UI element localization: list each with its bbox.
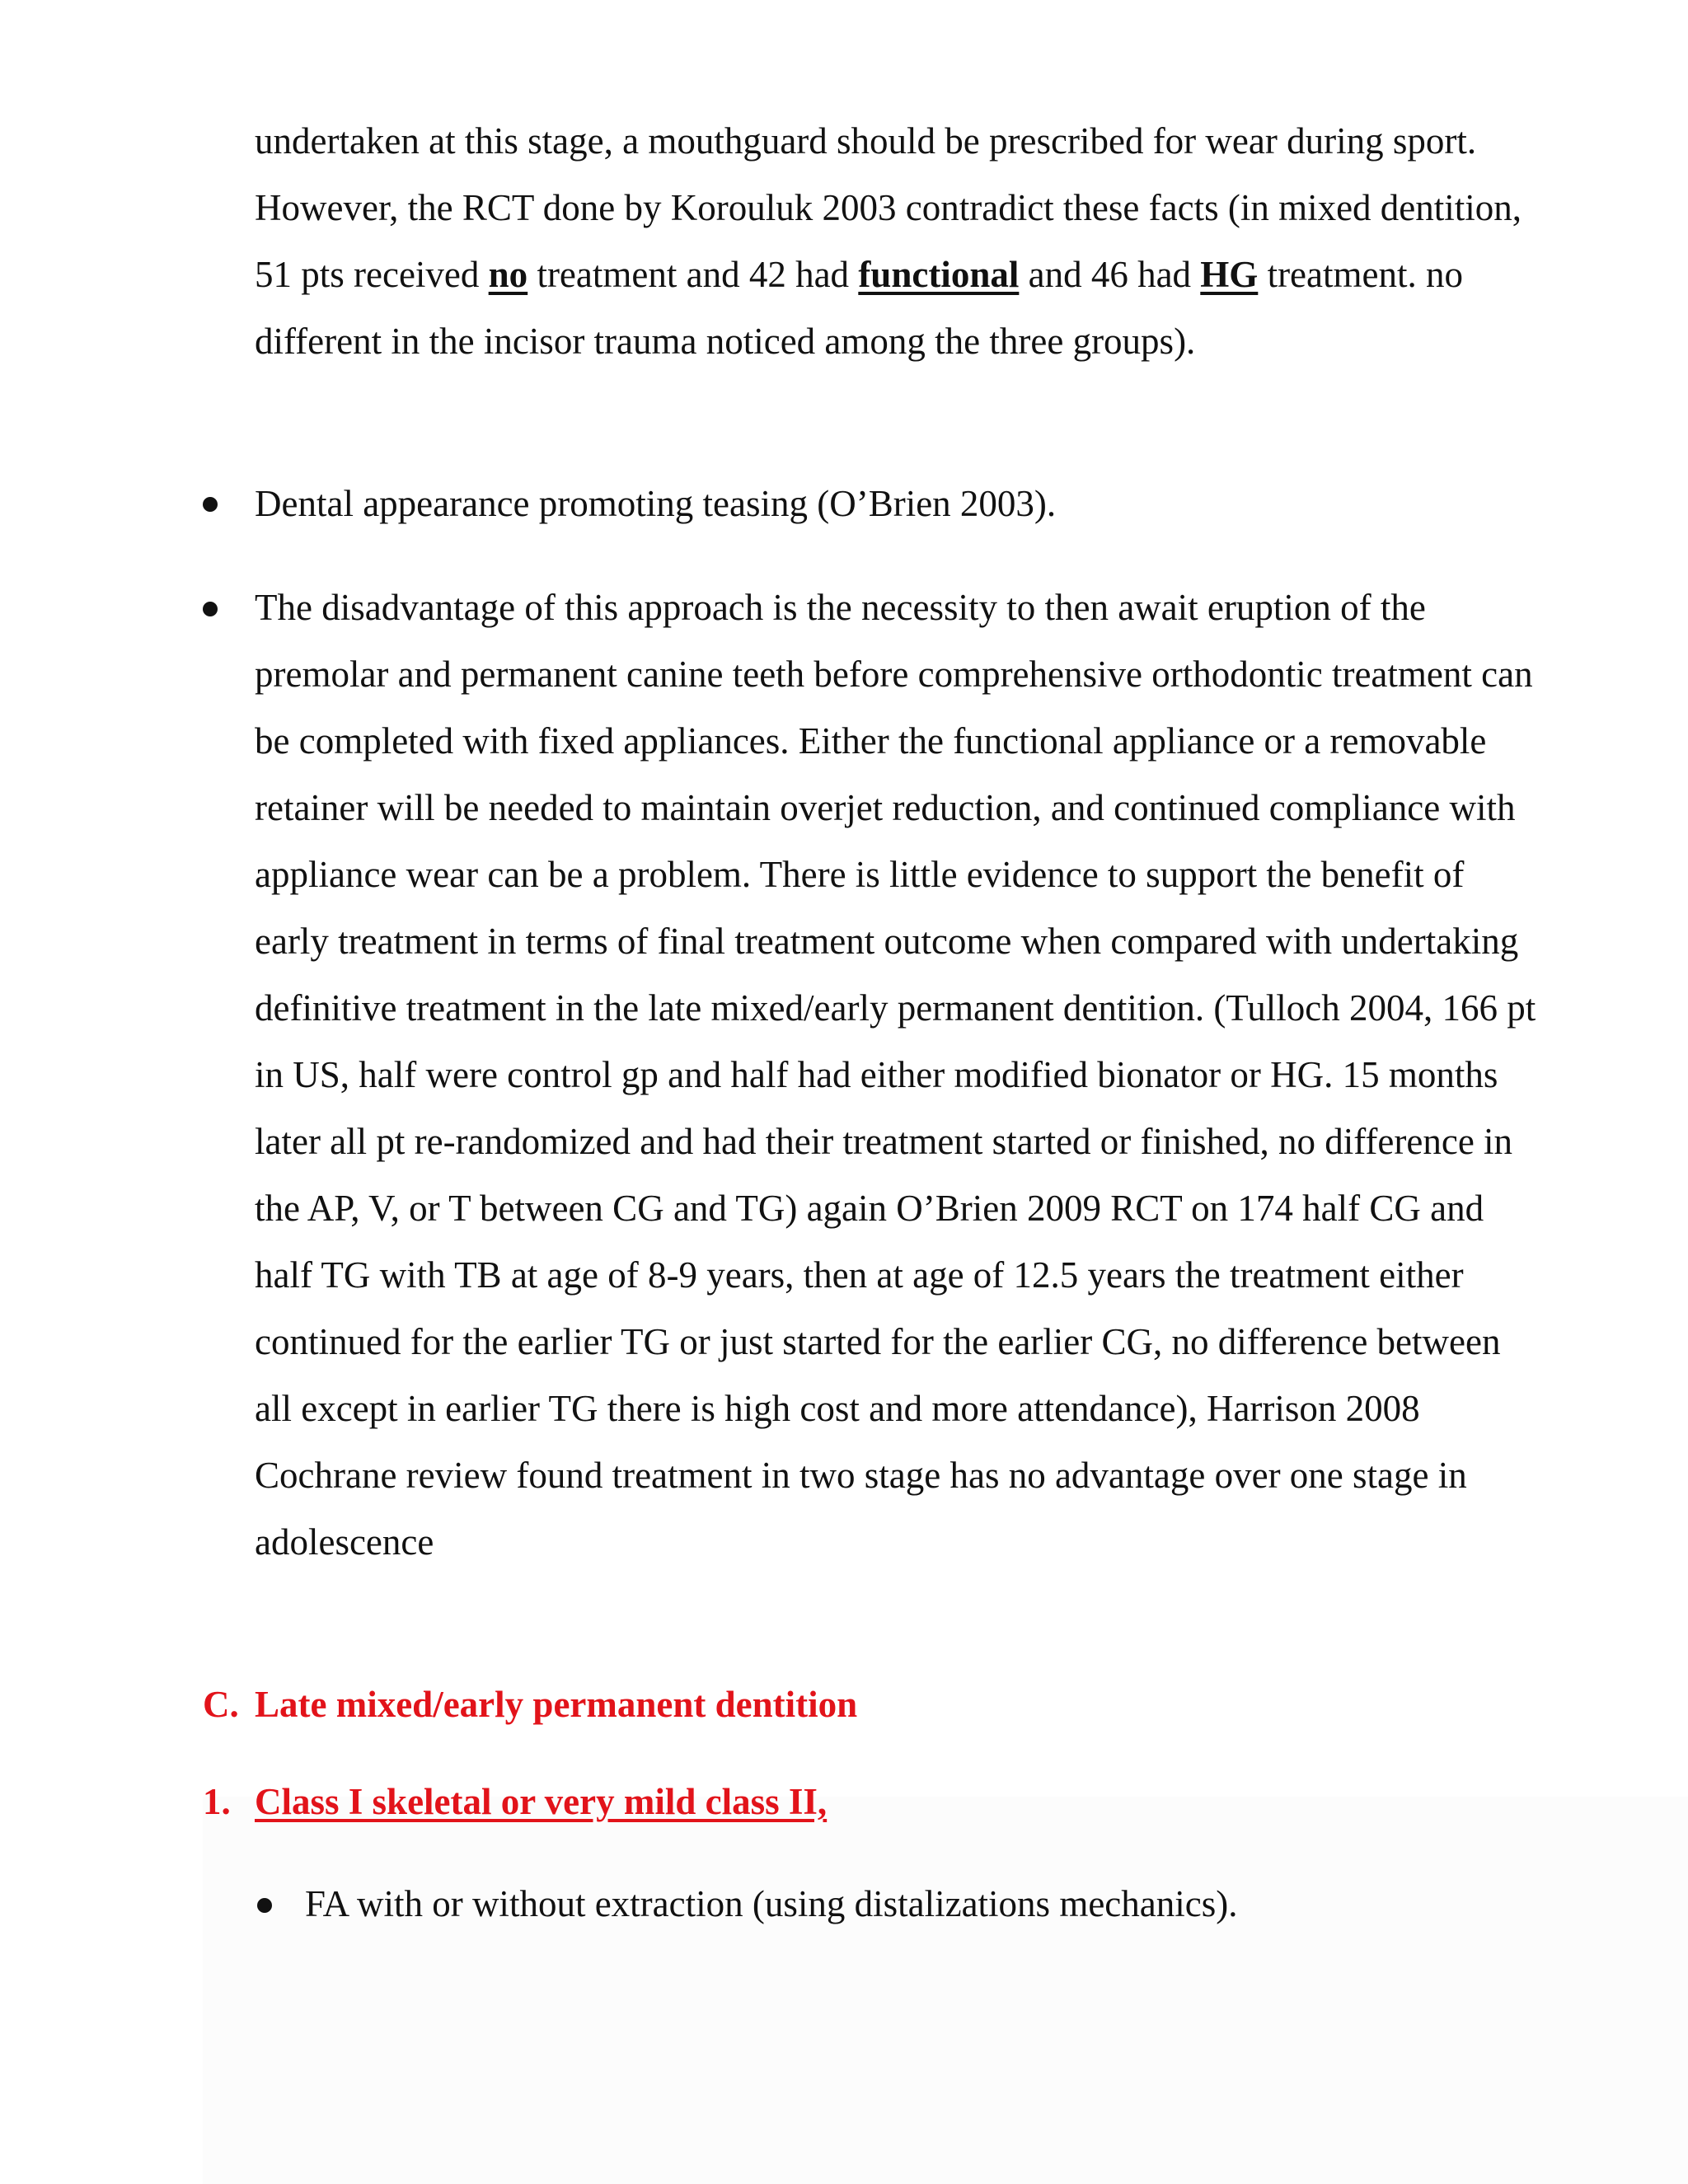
bullet-icon <box>203 602 218 616</box>
subsection-number: 1. <box>203 1781 231 1822</box>
continuation-text-3: and 46 had <box>1019 254 1201 295</box>
subsection-title: Class I skeletal or very mild class II, <box>255 1781 828 1822</box>
bullet-icon <box>257 1898 272 1913</box>
section-title: Late mixed/early permanent dentition <box>255 1684 858 1725</box>
continuation-paragraph <box>255 108 1540 375</box>
continuation-text-2: treatment and 42 had <box>528 254 859 295</box>
sub-bullet-item-fa: FA with or without extraction (using distalizations mechanics). <box>305 1883 1238 1924</box>
bullet-icon <box>203 497 218 512</box>
continuation-text-4: treatment. no different in the incisor trauma noticed among the three groups). <box>255 254 1463 362</box>
continuation-text-1: undertaken at this stage, a mouthguard should be prescribed for wear during sport. However, the RCT done by Korouluk 2003 contradict these facts (in mixed dentition, 51 pts received <box>255 120 1522 295</box>
emphasis-functional: functional <box>858 254 1020 295</box>
bullet-item-teasing: Dental appearance promoting teasing (O’Brien 2003). <box>255 483 1057 524</box>
bullet-item-disadvantage: The disadvantage of this approach is the necessity to then await eruption of the premolar and permanent canine teeth before comprehensive orthodontic treatment can be completed with fixed appliances. Either the functional appliance or a removable retainer will be needed to maintain overjet reduction, and continued compliance with appliance wear can be a problem. There is little evidence to support the benefit of early treatment in terms of final treatment outcome when compared with undertaking definitive treatment in the late mixed/early permanent dentition. (Tulloch 2004, 166 pt in US, half were control gp and half had either modified bionator or HG. 15 months later all pt re-randomized and had their treatment started or finished, no difference in the AP, V, or T between CG and TG) again O’Brien 2009 RCT on 174 half CG and half TG with TB at age of 8-9 years, then at age of 12.5 years the treatment either continued for the earlier TG or just started for the earlier CG, no difference between all except in earlier TG there is high cost and more attendance), Harrison 2008 Cochrane review found treatment in two stage has no advantage over one stage in adolescence <box>255 587 1536 1563</box>
emphasis-no: no <box>488 254 528 295</box>
emphasis-hg: HG <box>1200 254 1259 295</box>
section-number: C. <box>203 1684 239 1725</box>
